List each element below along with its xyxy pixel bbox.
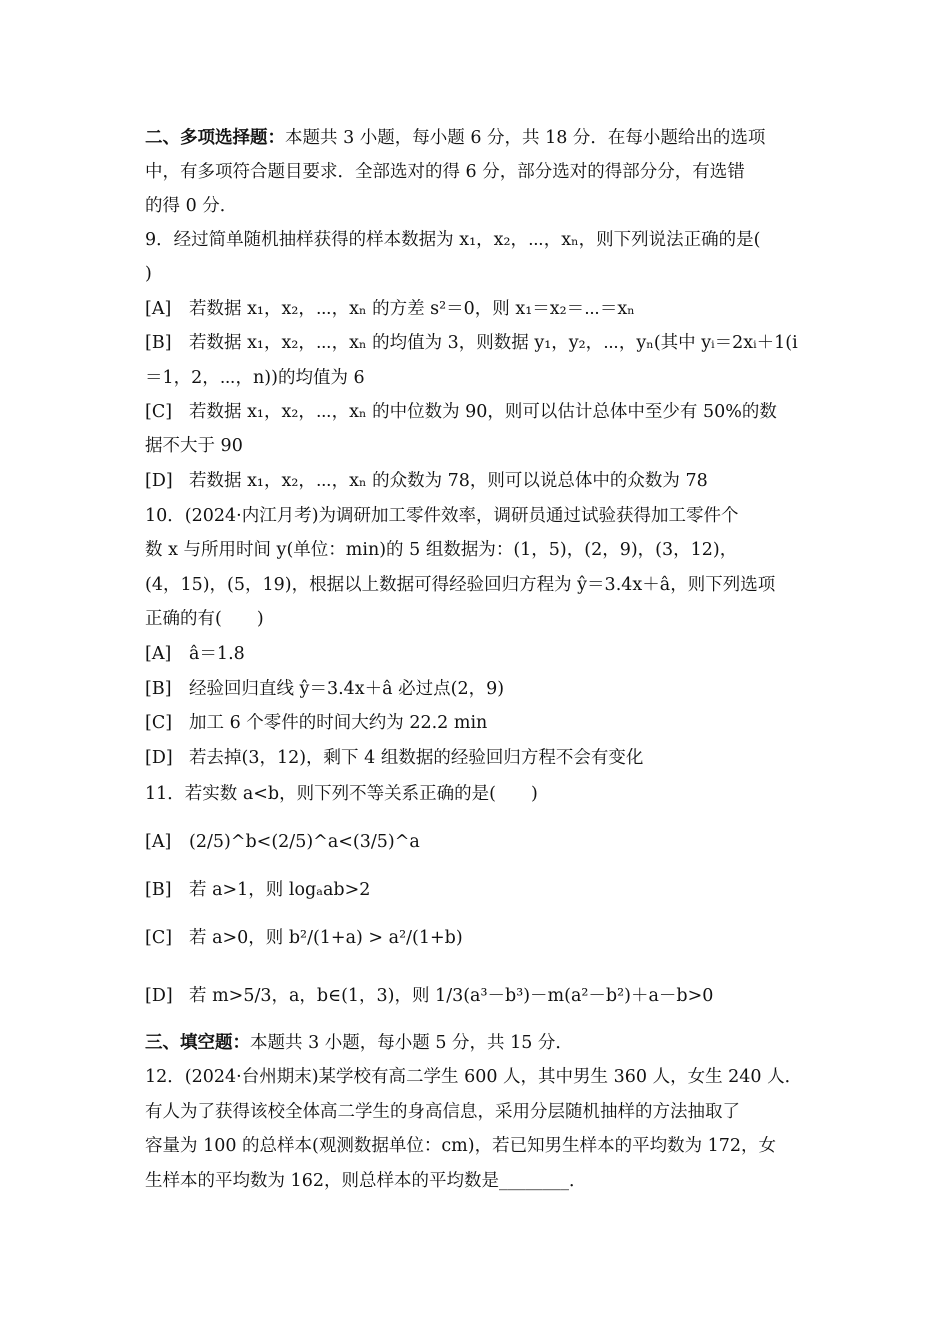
section2-line1 xyxy=(145,126,765,150)
q11-option-c xyxy=(145,926,463,950)
section2-line2: 中，有多项符合题目要求．全部选对的得 6 分，部分选对的得部分分，有选错 xyxy=(145,162,745,182)
q9-option-a xyxy=(145,297,635,321)
q9-option-c-cont: 据不大于 90 xyxy=(145,436,243,456)
q10-a-text: â＝1.8 xyxy=(189,644,245,664)
q10-line2: 数 x 与所用时间 y(单位：min)的 5 组数据为：(1，5)，(2，9)，(3，12)， xyxy=(145,540,738,560)
q10-b-label: [B] xyxy=(145,679,172,699)
q10-c-label: [C] xyxy=(145,713,173,733)
q11-c-text: 若 a>0，则 b²/(1+a) > a²/(1+b) xyxy=(189,928,463,948)
section3-text: 本题共 3 小题，每小题 5 分，共 15 分． xyxy=(250,1033,573,1053)
q9-d-text: 若数据 x₁，x₂，⋯，xₙ 的众数为 78，则可以说总体中的众数为 78 xyxy=(189,471,708,491)
q11-option-b xyxy=(145,878,370,902)
q11-stem: 11．若实数 a<b，则下列不等关系正确的是( ) xyxy=(145,784,538,804)
section3-heading: 三、填空题： xyxy=(145,1033,250,1053)
q9-d-label: [D] xyxy=(145,471,173,491)
q9-a-label: [A] xyxy=(145,299,172,319)
q10-a-label: [A] xyxy=(145,644,172,664)
section2-heading: 二、多项选择题： xyxy=(145,128,285,148)
q11-d-text: 若 m>5/3，a，b∈(1，3)，则 1/3(a³－b³)－m(a²－b²)＋a－b>0 xyxy=(189,986,714,1006)
q9-option-b xyxy=(145,331,798,355)
q9-stem-line1: 9．经过简单随机抽样获得的样本数据为 x₁，x₂，⋯，xₙ，则下列说法正确的是( xyxy=(145,230,761,250)
section2-line3: 的得 0 分． xyxy=(145,196,238,216)
q11-b-text: 若 a>1，则 logₐab>2 xyxy=(189,880,371,900)
q9-option-b-cont: ＝1，2，⋯，n))的均值为 6 xyxy=(145,368,365,388)
q11-c-label: [C] xyxy=(145,928,173,948)
q11-a-label: [A] xyxy=(145,832,172,852)
q10-d-label: [D] xyxy=(145,748,173,768)
q12-line3: 容量为 100 的总样本(观测数据单位：cm)，若已知男生样本的平均数为 172，女 xyxy=(145,1136,777,1156)
q9-c-text: 若数据 x₁，x₂，⋯，xₙ 的中位数为 90，则可以估计总体中至少有 50%的数 xyxy=(189,402,777,422)
q10-option-b xyxy=(145,677,504,701)
q11-option-a xyxy=(145,830,420,854)
section3-line xyxy=(145,1031,573,1055)
q10-d-text: 若去掉(3，12)，剩下 4 组数据的经验回归方程不会有变化 xyxy=(189,748,644,768)
q12-line4: 生样本的平均数为 162，则总样本的平均数是________． xyxy=(145,1171,587,1191)
q10-line4: 正确的有( ) xyxy=(145,609,264,629)
q10-b-text: 经验回归直线 ŷ＝3.4x＋â 必过点(2，9) xyxy=(189,679,505,699)
q10-line1: 10．(2024·内江月考)为调研加工零件效率，调研员通过试验获得加工零件个 xyxy=(145,506,739,526)
q11-b-label: [B] xyxy=(145,880,172,900)
q10-option-a xyxy=(145,642,245,666)
q9-option-d xyxy=(145,469,708,493)
q9-c-label: [C] xyxy=(145,402,173,422)
q9-b-text: 若数据 x₁，x₂，⋯，xₙ 的均值为 3，则数据 y₁，y₂，⋯，yₙ(其中 yᵢ＝2xᵢ＋1(i xyxy=(189,333,798,353)
q10-c-text: 加工 6 个零件的时间大约为 22.2 min xyxy=(189,713,488,733)
section2-line1-text: 本题共 3 小题，每小题 6 分，共 18 分．在每小题给出的选项 xyxy=(285,128,766,148)
q10-line3: (4，15)，(5，19)，根据以上数据可得经验回归方程为 ŷ＝3.4x＋â，则下列选项 xyxy=(145,575,776,595)
q11-option-d xyxy=(145,984,713,1008)
q10-option-c xyxy=(145,711,487,735)
q9-stem-line2: ) xyxy=(145,264,152,284)
q9-a-text: 若数据 x₁，x₂，⋯，xₙ 的方差 s²＝0，则 x₁＝x₂＝⋯＝xₙ xyxy=(189,299,635,319)
q12-line1: 12．(2024·台州期末)某学校有高二学生 600 人，其中男生 360 人，女生 240 人． xyxy=(145,1067,803,1087)
q10-option-d xyxy=(145,746,643,770)
q12-line2: 有人为了获得该校全体高二学生的身高信息，采用分层随机抽样的方法抽取了 xyxy=(145,1102,740,1122)
q9-b-label: [B] xyxy=(145,333,172,353)
q11-a-text: (2/5)^b<(2/5)^a<(3/5)^a xyxy=(189,832,420,852)
q9-option-c xyxy=(145,400,777,424)
q11-d-label: [D] xyxy=(145,986,173,1006)
